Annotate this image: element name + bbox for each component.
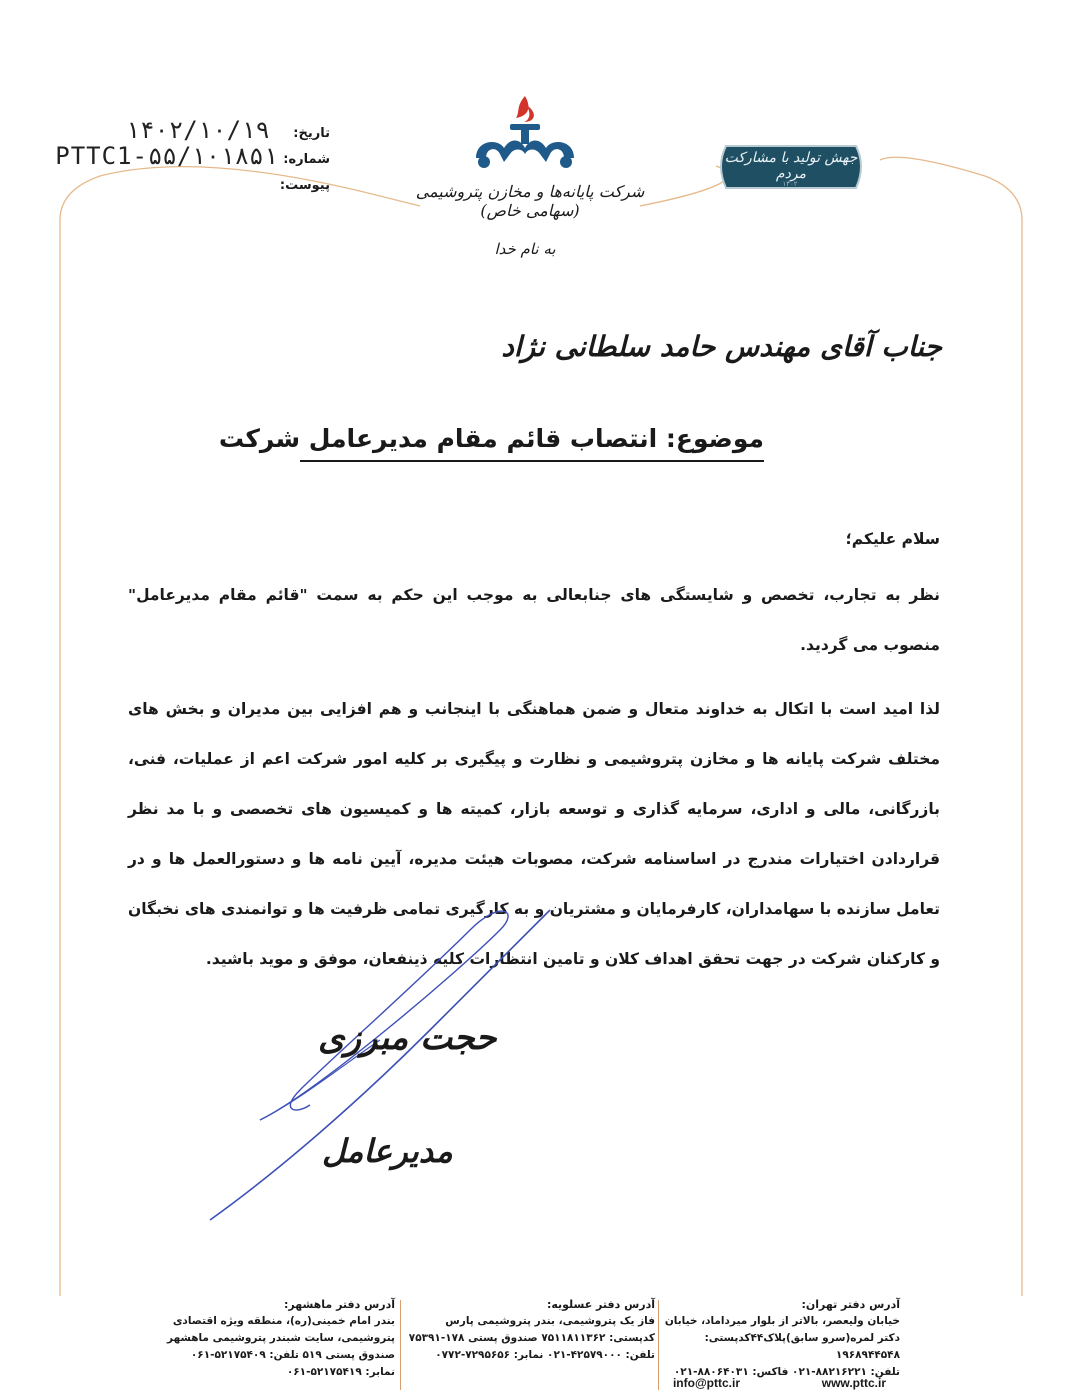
number-value: PTTC1-۵۵/۱۰۱۸۵۱ [55,142,278,170]
signatory-name: حجت مبرزی [318,1018,497,1058]
signatory-title: مدیرعامل [322,1132,453,1170]
office-mahshahr-line1: بندر امام خمینی(ره)، منطقه ویژه اقتصادی [172,1315,395,1327]
paragraph-1: نظر به تجارب، تخصص و شایستگی های جنابعالی به موجب این حکم به سمت "قائم مقام مدیرعامل" منصوب می گردید. [128,586,940,654]
office-mahshahr [160,1296,395,1381]
office-tehran [660,1296,900,1381]
letter-meta [55,116,340,200]
company-logo-icon [470,92,580,172]
office-asaluyeh-title: آدرس دفتر عسلویه: [546,1298,655,1311]
date-value: ۱۴۰۲/۱۰/۱۹ [125,116,270,144]
paragraph-2: لذا امید است با اتکال به خداوند متعال و ضمن هماهنگی با اینجانب و هم افزایی بین مدیران و بخش های مختلف شرکت پایانه ها و مخازن پتروشیمی و نظارت و پیگیری بر کلیه امور شرکت اعم از عملیات، فنی، بازرگانی، مالی و اداری، سرمایه گذاری و توسعه بازار، کمیته ها و کمیسیون های تخصصی و با مد نظر قراردادن اختیارات مندرج در اساسنامه شرکت، مصوبات هیئت مدیره، آیین نامه ها و دستورالعمل ها و در تعامل سازنده با سهامداران، کارفرمایان و مشتریان و به کارگیری تمامی ظرفیت ها و توانمندی های نخبگان و کارکنان شرکت در جهت تحقق اهداف کلان و تامین انتظارات کلیه ذینفعان، موفق و موید باشید. [128,700,940,968]
office-asaluyeh [405,1296,655,1364]
handwritten-signature [200,890,560,1230]
company-name: شرکت پایانه‌ها و مخازن پتروشیمی (سهامی خاص) [415,182,645,220]
subject: موضوع: انتصاب قائم مقام مدیرعامل شرکت [218,424,764,453]
footer-divider [400,1300,401,1390]
email-link[interactable]: info@pttc.ir [672,1376,740,1390]
recipient: جناب آقای مهندس حامد سلطانی نژاد [501,330,942,363]
website-link[interactable]: www.pttc.ir [821,1376,886,1390]
date-label: تاریخ: [293,126,330,141]
office-mahshahr-title: آدرس دفتر ماهشهر: [283,1298,395,1311]
office-mahshahr-line3: صندوق پستی ۵۱۹ تلفن: ۵۲۱۷۵۴۰۹-۰۶۱ [190,1349,395,1361]
office-asaluyeh-line1: فاز یک پتروشیمی، بندر پتروشیمی پارس [445,1315,655,1327]
office-tehran-line3: تلفن: ۸۸۲۱۶۲۲۱-۰۲۱ فاکس: ۸۸۰۶۴۰۳۱-۰۲۱ [673,1366,900,1378]
slogan-year: ۱۴۰۲ [782,180,798,188]
office-mahshahr-line2: پتروشیمی، سایت شبندر پتروشیمی ماهشهر [167,1332,395,1344]
attachment-label: پیوست: [279,178,330,193]
office-asaluyeh-line2: کدپستی: ۷۵۱۱۸۱۱۳۶۲ صندوق پستی ۱۷۸-۷۵۳۹۱ [408,1332,655,1344]
subject-underline [300,460,764,462]
office-tehran-line2: دکتر لمره(سرو سابق)پلاک۴۴کدپستی: ۱۹۶۸۹۴۴۵۴۸ [704,1332,900,1361]
number-label: شماره: [283,152,330,167]
office-tehran-title: آدرس دفتر تهران: [801,1298,900,1311]
basmala: به نام خدا [494,240,556,258]
letter-footer [160,1296,900,1396]
number-row [55,142,340,174]
office-tehran-line1: خیابان ولیعصر، بالاتر از بلوار میرداماد، خیابان [664,1315,900,1327]
slogan-text: جهش تولید با مشارکت مردم [724,150,858,182]
attachment-row [60,174,340,200]
office-mahshahr-line4: نمابر: ۵۲۱۷۵۴۱۹-۰۶۱ [286,1366,395,1378]
footer-divider [658,1300,659,1390]
greeting: سلام علیکم؛ [845,530,940,548]
office-asaluyeh-line3: تلفن: ۴۲۵۷۹۰۰۰-۰۲۱ نمابر: ۷۲۹۵۶۵۶-۰۷۷۲ [435,1349,655,1361]
